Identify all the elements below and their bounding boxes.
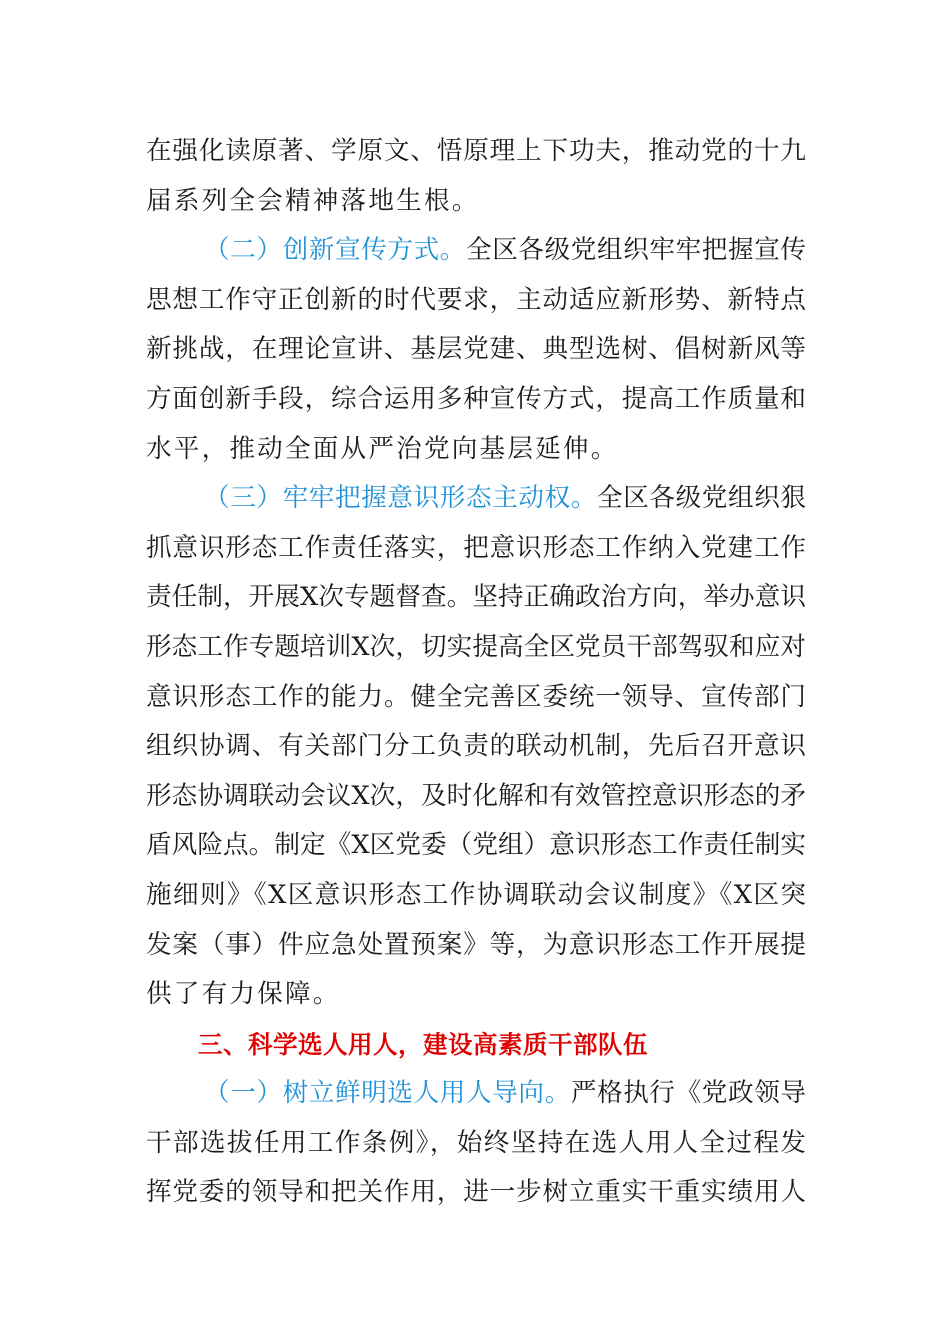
text-line: 届系列全会精神落地生根。 (146, 185, 480, 216)
text-run: 全区各级党组织狠 (597, 483, 806, 514)
text-line: 责任制，开展X次专题督查。坚持正确政治方向，举办意识 (146, 582, 806, 613)
text-line-first (146, 1069, 806, 1119)
text-line: 在强化读原著、学原文、悟原理上下功夫，推动党的十九 (146, 136, 806, 166)
text-line-first (146, 226, 806, 276)
text-line: 挥党委的领导和把关作用，进一步树立重实干重实绩用人 (146, 1177, 806, 1208)
section-lead: （一）树立鲜明选人用人导向。 (204, 1078, 571, 1109)
section-lead: （二）创新宣传方式。 (204, 235, 466, 266)
text-run: 全区各级党组织牢牢把握宣传 (466, 235, 806, 266)
text-line-first (146, 474, 806, 524)
text-line: 组织协调、有关部门分工负责的联动机制，先后召开意识 (146, 731, 806, 762)
text-line: 抓意识形态工作责任落实，把意识形态工作纳入党建工作 (146, 532, 806, 563)
document-body (146, 127, 806, 1218)
paragraph-ideology (146, 474, 806, 1020)
text-line: 发案（事）件应急处置预案》等，为意识形态工作开展提 (146, 929, 806, 960)
text-line: 方面创新手段，综合运用多种宣传方式，提高工作质量和 (146, 383, 806, 414)
text-line: 施细则》《X区意识形态工作协调联动会议制度》《X区突 (146, 879, 806, 910)
text-line: 干部选拔任用工作条例》，始终坚持在选人用人全过程发 (146, 1127, 806, 1158)
text-run: 严格执行《党政领导 (570, 1078, 807, 1109)
text-line: 盾风险点。制定《X区党委（党组）意识形态工作责任制实 (146, 830, 806, 861)
paragraph-continuation (146, 127, 806, 226)
text-line: 思想工作守正创新的时代要求，主动适应新形势、新特点 (146, 284, 806, 315)
text-line: 形态协调联动会议X次，及时化解和有效管控意识形态的矛 (146, 780, 806, 811)
text-line: 水平，推动全面从严治党向基层延伸。 (146, 433, 619, 464)
text-line: 形态工作专题培训X次，切实提高全区党员干部驾驭和应对 (146, 631, 806, 662)
text-line: 意识形态工作的能力。健全完善区委统一领导、宣传部门 (146, 681, 806, 712)
section-lead: （三）牢牢把握意识形态主动权。 (204, 483, 597, 514)
paragraph-innovate-publicity (146, 226, 806, 474)
section-heading: 三、科学选人用人，建设高素质干部队伍 (198, 1029, 648, 1059)
text-line: 供了有力保障。 (146, 979, 341, 1010)
text-line: 新挑战，在理论宣讲、基层党建、典型选树、倡树新风等 (146, 334, 806, 365)
paragraph-selection (146, 1069, 806, 1218)
